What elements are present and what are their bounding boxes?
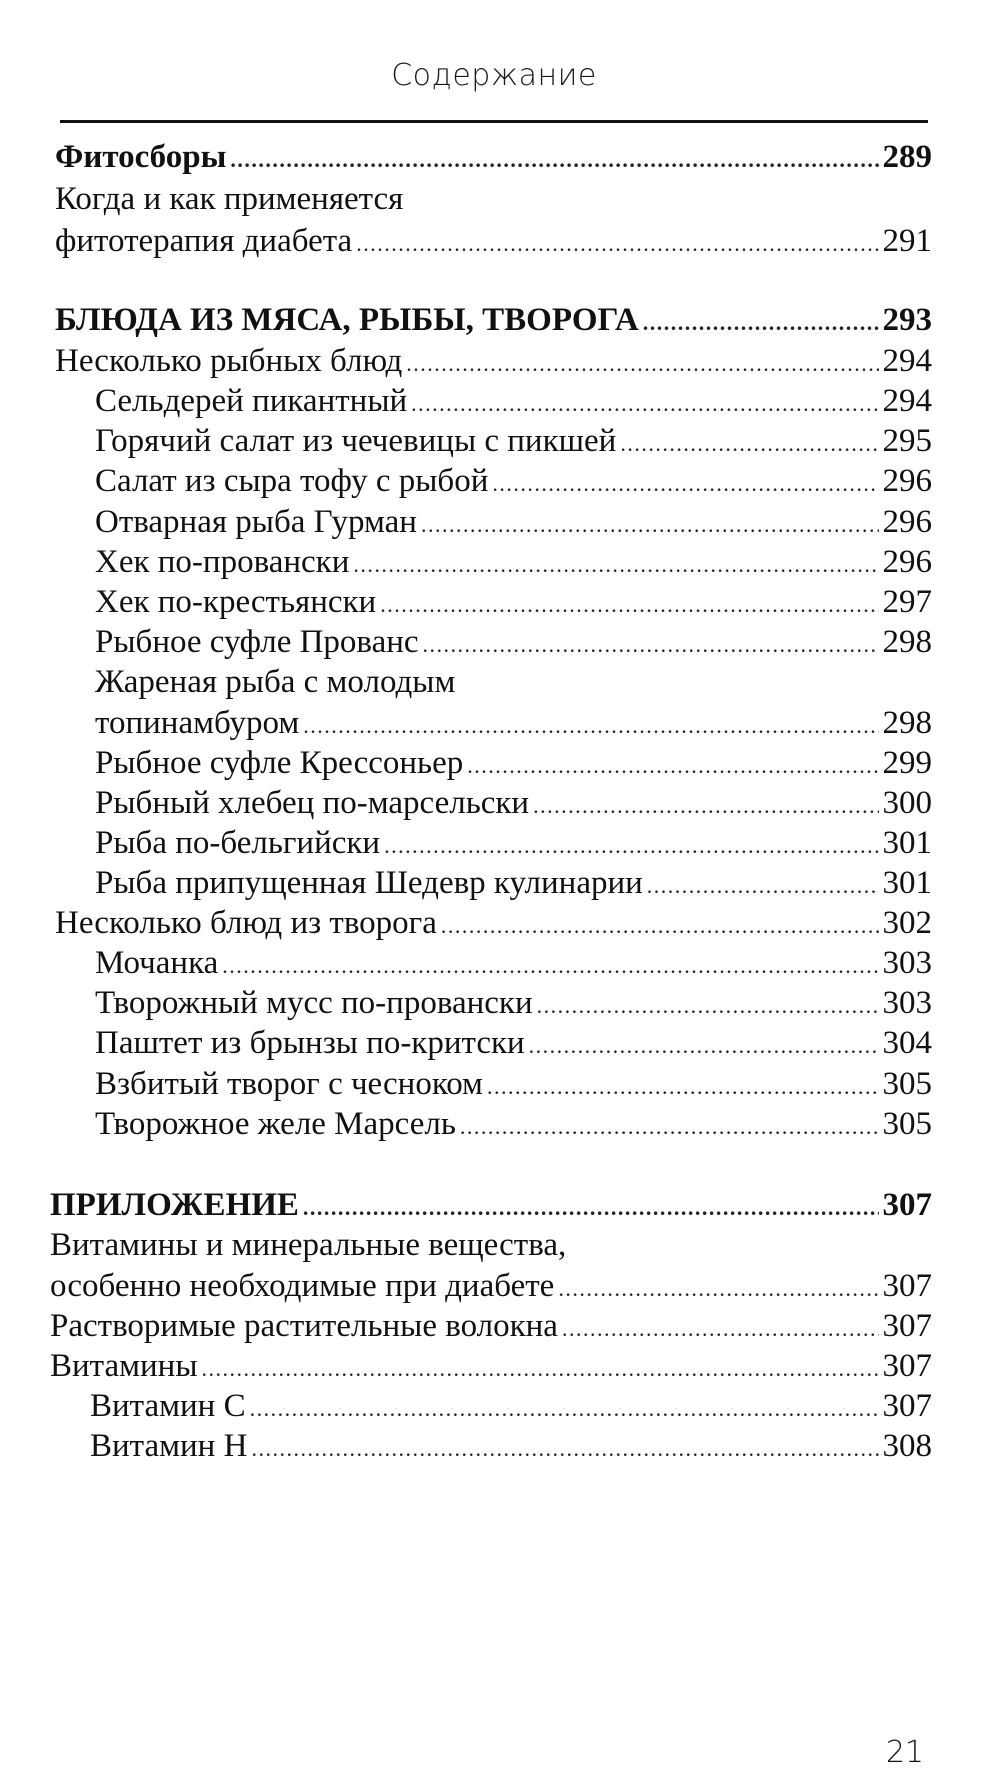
toc-entry-page: 291 [882,223,932,259]
toc-entry [55,218,932,264]
toc-entry-title: Несколько блюд из творога [55,905,437,941]
toc-entry [95,458,932,504]
toc-entry-page: 307 [882,1388,932,1424]
toc-entry-page: 305 [882,1106,932,1142]
toc-entry-title: Хек по-крестьянски [95,584,377,620]
toc-entry-title: Отварная рыба Гурман [95,504,417,540]
toc-entry-page: 293 [882,302,932,338]
toc-entry-title: топинамбуром [95,705,300,741]
toc-entry-title: Творожный мусс по-провански [95,985,533,1021]
toc-entry [50,1222,932,1268]
toc-entry-page: 297 [882,584,932,620]
toc-entry-title: Салат из сыра тофу с рыбой [95,463,489,499]
toc-entry [95,1020,932,1066]
page-header-title: Содержание [391,58,597,93]
toc-entry-title: Взбитый творог с чесноком [95,1066,483,1102]
toc-entry-title: Творожное желе Марсель [95,1106,456,1142]
toc-entry-title: Рыба припущенная Шедевр кулинарии [95,865,643,901]
toc-entry-page: 296 [882,504,932,540]
toc-entry-page: 308 [882,1428,932,1464]
toc-entry-page: 300 [882,785,932,821]
toc-entry-title: Рыбный хлебец по-марсельски [95,785,530,821]
toc-entry-title: Фитосборы [55,139,227,175]
toc-entry-page: 304 [882,1025,932,1061]
toc-entry-title: Рыбное суфле Крессоньер [95,745,464,781]
toc-leader-dots [251,1426,878,1472]
toc-entry-title: ПРИЛОЖЕНИЕ [50,1187,299,1223]
toc-entry-title: Растворимые растительные волокна [50,1308,558,1344]
toc-entry-page: 307 [882,1268,932,1304]
toc-entry-title: Несколько рыбных блюд [55,343,403,379]
toc-entry-title: Жареная рыба с молодым [95,664,456,700]
toc-entry [55,176,932,222]
toc-entry-title: Мочанка [95,945,219,981]
toc-entry-page: 298 [882,705,932,741]
toc-entry [95,1101,932,1147]
toc-entry-title: фитотерапия диабета [55,223,353,259]
toc-entry-title: Витамин С [90,1388,246,1424]
toc-entry-page: 301 [882,825,932,861]
toc-entry-page: 303 [882,985,932,1021]
toc-entry-title: Горячий салат из чечевицы с пикшей [95,423,617,459]
toc-entry-title: Витамины [50,1348,198,1384]
toc-entry-page: 301 [882,865,932,901]
toc-entry-page: 299 [882,745,932,781]
toc-entry-page: 294 [882,343,932,379]
page-number: 21 [885,1735,924,1770]
toc-entry [90,1423,932,1469]
toc-entry-title: Сельдерей пикантный [95,383,408,419]
toc-entry-page: 307 [882,1348,932,1384]
toc-entry-page: 295 [882,423,932,459]
toc-entry-page: 289 [882,139,932,175]
toc-entry-page: 298 [882,624,932,660]
toc-entry-title: Паштет из брынзы по-критски [95,1025,525,1061]
toc-entry-page: 303 [882,945,932,981]
toc-entry-page: 307 [882,1187,932,1223]
toc-entry-page: 305 [882,1066,932,1102]
toc-entry-title: Хек по-провански [95,544,350,580]
toc-entry [95,659,932,705]
toc-leader-dots [460,1104,879,1150]
toc-entry [55,134,932,180]
toc-entry-title: Витамины и минеральные вещества, [50,1227,567,1263]
toc-entry-title: Когда и как применяется [55,181,404,217]
header-rule [60,120,928,123]
toc-entry-title: Витамин Н [90,1428,248,1464]
toc-entry-title: особенно необходимые при диабете [50,1268,555,1304]
toc-entry [55,297,932,343]
toc-entry-page: 307 [882,1308,932,1344]
toc-entry-title: Рыбное суфле Прованс [95,624,419,660]
toc-entry-title: Рыба по-бельгийски [95,825,381,861]
toc-entry-page: 296 [882,544,932,580]
toc-leader-dots [356,221,878,267]
toc-entry-page: 294 [882,383,932,419]
toc-entry-page: 296 [882,463,932,499]
toc-entry-title: БЛЮДА ИЗ МЯСА, РЫБЫ, ТВОРОГА [55,302,639,338]
toc-entry-page: 302 [882,905,932,941]
